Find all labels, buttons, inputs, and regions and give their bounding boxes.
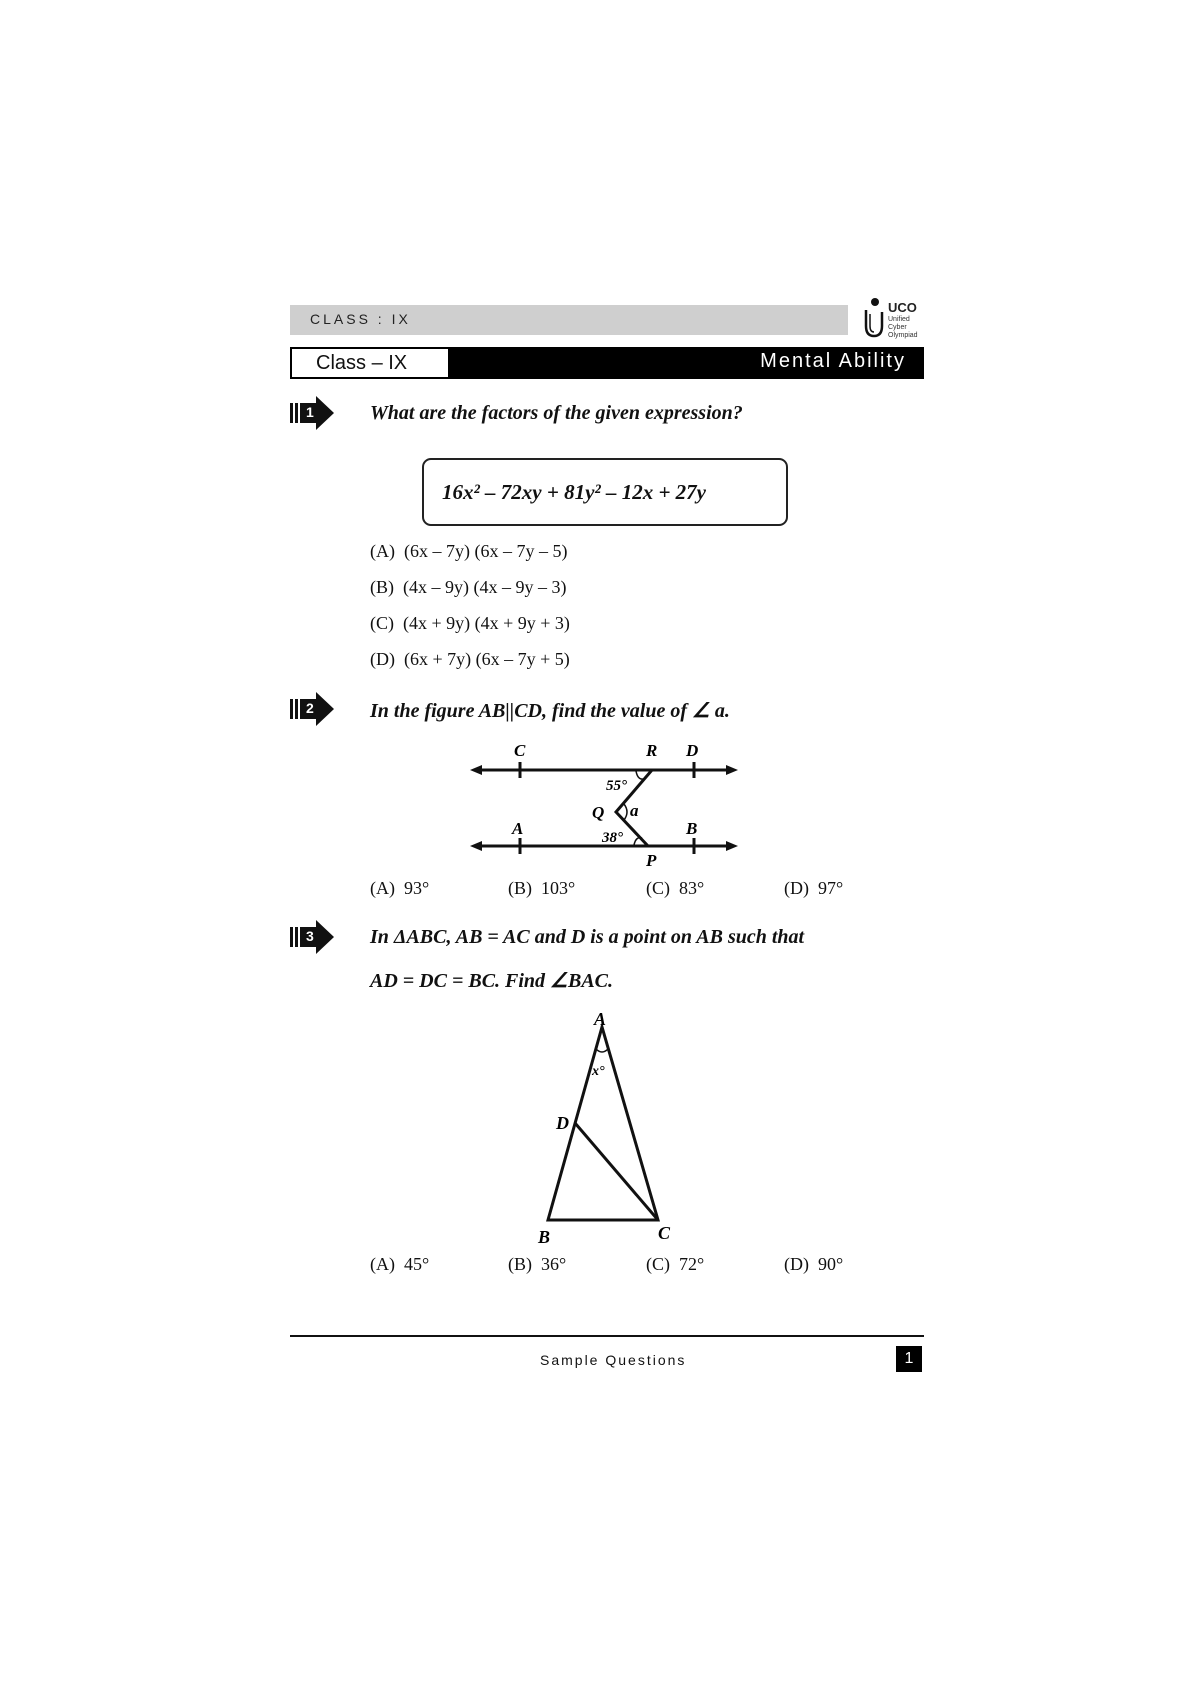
label-p: P [646, 851, 657, 870]
q1-option-c[interactable]: (C) (4x + 9y) (4x + 9y + 3) [370, 613, 570, 633]
tri-label-d: D [556, 1113, 569, 1133]
label-55: 55° [606, 778, 627, 794]
q2-option-d[interactable]: (D) 97° [784, 878, 844, 898]
band-class: Class – IX [292, 349, 448, 377]
expression-text: 16x² – 72xy + 81y² – 12x + 27y [442, 480, 706, 504]
label-r: R [646, 741, 658, 760]
q2-option-a[interactable]: (A) 93° [370, 878, 430, 898]
label-angle-a: a [630, 801, 639, 820]
q3-option-a[interactable]: (A) 45° [370, 1254, 430, 1274]
label-c: C [514, 741, 526, 760]
logo-text: UCO [888, 300, 917, 315]
label-a: A [512, 819, 524, 838]
tri-label-a: A [594, 1009, 607, 1029]
footer-text: Sample Questions [540, 1352, 687, 1368]
q1-option-b[interactable]: (B) (4x – 9y) (4x – 9y – 3) [370, 577, 567, 597]
q3-option-b[interactable]: (B) 36° [508, 1254, 567, 1274]
logo-subtitle: Unified Cyber Olympiad [888, 316, 918, 339]
question-3-text-line2: AD = DC = BC. Find ∠BAC. [370, 970, 614, 992]
band-subject: Mental Ability [760, 350, 906, 372]
uco-logo [858, 296, 928, 344]
question-2-text: In the figure AB||CD, find the value of ∠ a. [370, 700, 730, 722]
tri-label-c: C [658, 1223, 671, 1243]
title-band [290, 347, 924, 379]
question-3-text-line1: In ΔABC, AB = AC and D is a point on AB such that [370, 926, 805, 948]
class-label: CLASS : IX [310, 311, 411, 327]
question-1-text: What are the factors of the given expression? [370, 402, 743, 424]
tri-label-b: B [538, 1227, 551, 1245]
q1-option-a[interactable]: (A) (6x – 7y) (6x – 7y – 5) [370, 541, 568, 561]
question-3-number: 3 [306, 928, 314, 944]
logo-mark-icon [858, 296, 888, 342]
class-strip [290, 305, 848, 335]
q3-option-d[interactable]: (D) 90° [784, 1254, 844, 1274]
page-number: 1 [896, 1346, 922, 1372]
question-1-number: 1 [306, 404, 314, 420]
question-2-number: 2 [306, 700, 314, 716]
q2-option-c[interactable]: (C) 83° [646, 878, 705, 898]
footer-divider [290, 1335, 924, 1337]
segment-dc [575, 1123, 658, 1220]
label-b: B [686, 819, 698, 838]
q1-option-d[interactable]: (D) (6x + 7y) (6x – 7y + 5) [370, 649, 570, 669]
parallel-lines-figure [470, 740, 740, 870]
label-q: Q [592, 803, 605, 822]
triangle-figure [520, 1005, 690, 1245]
q3-option-c[interactable]: (C) 72° [646, 1254, 705, 1274]
label-38: 38° [602, 830, 623, 846]
q2-option-b[interactable]: (B) 103° [508, 878, 576, 898]
label-d: D [686, 741, 699, 760]
expression-box [422, 458, 788, 526]
tri-label-x: x° [592, 1064, 605, 1079]
